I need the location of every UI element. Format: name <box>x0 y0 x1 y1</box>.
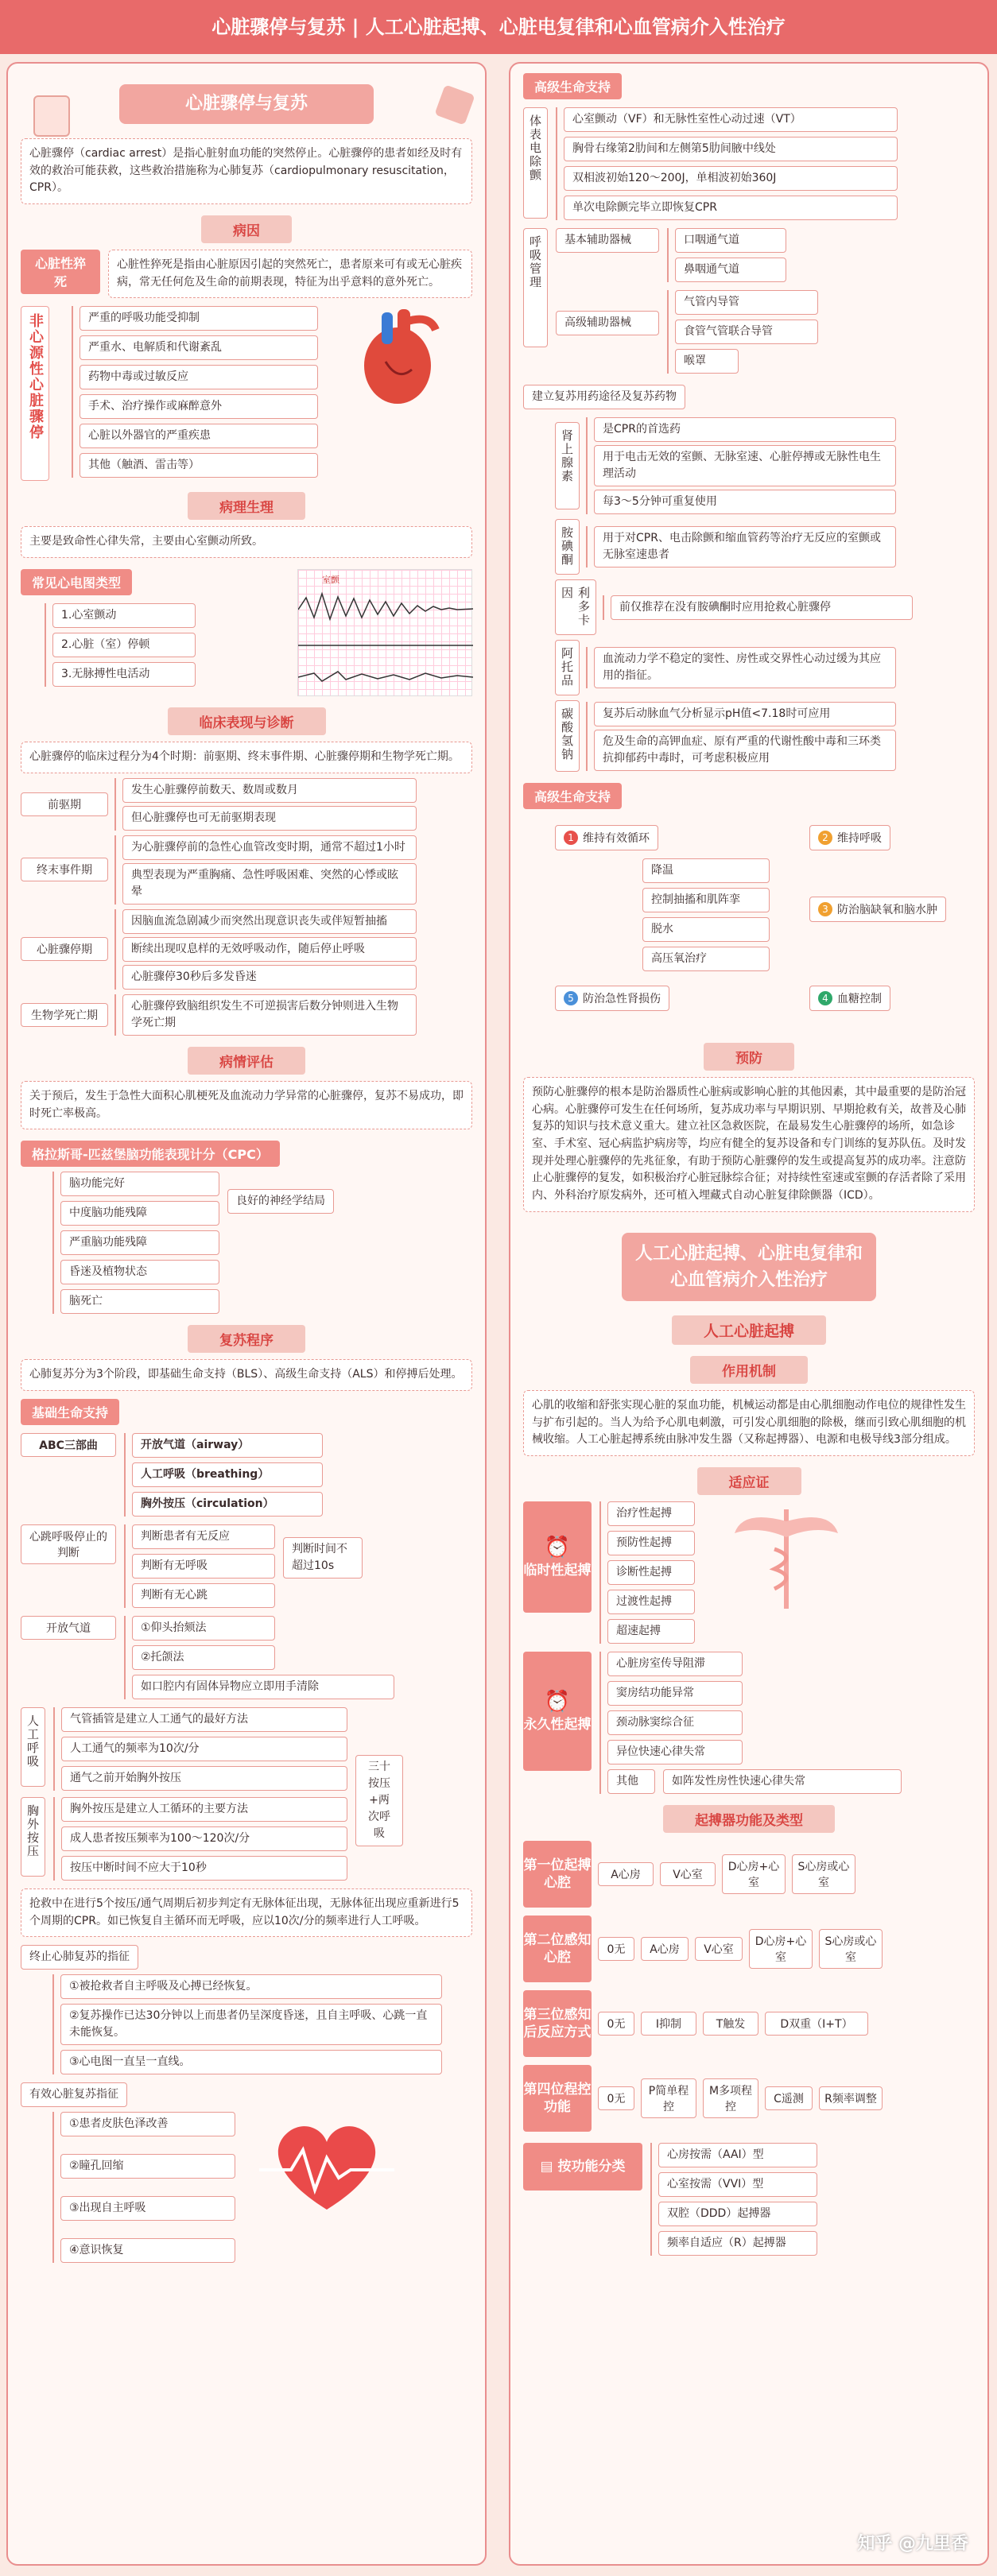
list-item: 气管插管是建立人工通气的最好方法 <box>61 1707 347 1732</box>
section-prevention: 预防 <box>523 1043 975 1071</box>
list-item: 人工通气的频率为10次/分 <box>61 1737 347 1761</box>
list-item: 预防性起搏 <box>607 1531 695 1555</box>
list-item: 为心脏骤停前的急性心血管改变时期，通常不超过1小时 <box>122 835 417 860</box>
list-item: 血流动力学不稳定的窦性、房性或交界性心动过缓为其应用的指征。 <box>594 647 896 688</box>
abc-label: ABC三部曲 <box>21 1433 116 1457</box>
cardiac-death-tag: 心脏性猝死 <box>21 250 100 294</box>
flow-node: 2 维持呼吸 <box>809 825 890 850</box>
section-mechanism: 作用机制 <box>523 1356 975 1384</box>
list-item: 但心脏骤停也可无前驱期表现 <box>122 806 417 831</box>
airway-mgmt-label: 呼吸管理 <box>523 228 548 347</box>
intro-text: 心脏骤停（cardiac arrest）是指心脏射血功能的突然停止。心脏骤停的患者如经及时有效的救治可能获救，这些救治措施称为心肺复苏（cardiopulmonary resuscitation，CPR）。 <box>21 138 472 204</box>
clock-icon: ⏰ <box>544 1535 571 1559</box>
als-tag: 高级生命支持 <box>523 73 622 99</box>
ecg-strip-label: 室颤 <box>322 575 339 586</box>
clock-icon: ⏰ <box>544 1689 571 1714</box>
section-banner: 心脏骤停与复苏 <box>119 84 374 124</box>
list-item: 胸外按压（circulation） <box>132 1492 323 1517</box>
list-item: 异位快速心律失常 <box>607 1740 743 1764</box>
pacing-subtitle: 人工心脏起搏 <box>523 1315 975 1345</box>
section-procedure: 复苏程序 <box>21 1325 472 1353</box>
code-cell: 0无 <box>598 2086 634 2110</box>
list-item: 判断有无呼吸 <box>132 1554 275 1579</box>
stack-icon: ▤ <box>540 2158 553 2175</box>
list-item: 高压氧治疗 <box>642 947 770 971</box>
permanent-pacing-label: ⏰ 永久性起搏 <box>523 1652 592 1771</box>
list-item: 口咽通气道 <box>675 228 786 253</box>
cardiac-death-text: 心脏性猝死是指由心脏原因引起的突然死亡，患者原来可有或无心脏疾病，常无任何危及生命的前期表现，特征为出乎意料的意外死亡。 <box>108 250 472 298</box>
list-item: 心脏骤停致脑组织发生不可逆损害后数分钟则进入生物学死亡期 <box>122 994 417 1036</box>
number-icon: 5 <box>564 991 578 1005</box>
airway-label: 开放气道 <box>21 1616 116 1640</box>
section-indication: 适应证 <box>523 1467 975 1495</box>
list-item: 治疗性起搏 <box>607 1501 695 1526</box>
list-item: 中度脑功能残障 <box>60 1201 219 1226</box>
code-label: 第三位感知后反应方式 <box>523 1990 592 2057</box>
noncardiac-list <box>72 306 318 478</box>
flow-node: 3 防治脑缺氧和脑水肿 <box>809 897 946 922</box>
list-item: 双相波初始120～200J，单相波初始360J <box>564 166 898 191</box>
list-item: 前仅推荐在没有胺碘酮时应用抢救心脏骤停 <box>611 595 913 620</box>
code-cell: D心房+心室 <box>722 1854 786 1894</box>
code-row <box>523 1916 975 1982</box>
list-item: 人工呼吸（breathing） <box>132 1462 323 1487</box>
prevention-text: 预防心脏骤停的根本是防治器质性心脏病或影响心脏的其他因素，其中最重要的是防治冠心病。心脏骤停可发生在任何场所，复苏成功率与早期识别、早期抢救有关，故普及心肺复苏的知识与技术意义重大。建立社区急救医院，在最易发生心脏骤停的场所，如急诊室、手术室、冠心病监护病房等，均应有健全的复苏设备和专门训练的复苏队伍。及时发现并处理心脏骤停的先兆征象，有助于预防心脏骤停的发生或提高复苏的成功率。注意防止心脏骤停的复发，如积极治疗心脏冠脉综合征；对持续性室速或室颤的存活者除了采用内、外科治疗原发病外，还可植入埋藏式自动心脏复律除颤器（ICD）。 <box>523 1077 975 1212</box>
flow-node: 1 维持有效循环 <box>555 825 658 850</box>
list-item: 喉罩 <box>675 349 739 374</box>
code-cell: 0无 <box>598 2012 634 2036</box>
code-row <box>523 1841 975 1908</box>
flow-node: 4 血糖控制 <box>809 986 890 1011</box>
list-item: 诊断性起搏 <box>607 1560 695 1585</box>
list-item: 2.心脏（室）停顿 <box>52 633 196 657</box>
section-pathophys: 病理生理 <box>21 492 472 520</box>
code-label: 第二位感知心腔 <box>523 1916 592 1982</box>
list-item: 脱水 <box>642 917 770 942</box>
code-cell: S心房或心室 <box>819 1929 883 1969</box>
ecg-types-tag: 常见心电图类型 <box>21 569 132 595</box>
stage-name: 生物学死亡期 <box>21 1003 108 1027</box>
code-cell: D双重（I+T） <box>765 2012 868 2036</box>
effective-label: 有效心脏复苏指征 <box>21 2082 127 2107</box>
drug-name: 胺碘酮 <box>555 519 580 575</box>
rescue-text: 抢救中在进行5个按压/通气周期后初步判定有无脉体征出现，无脉体征出现应重新进行5个周期的CPR。如已恢复自主循环而无呼吸，应以10次/分的频率进行人工呼吸。 <box>21 1888 472 1937</box>
list-item: 其他（触酒、雷击等） <box>80 453 318 478</box>
bookmark-icon <box>434 84 475 125</box>
code-cell: A心房 <box>641 1937 689 1961</box>
left-column <box>6 62 487 2566</box>
code-row <box>523 1990 975 2057</box>
code-cell: C遥测 <box>765 2086 813 2110</box>
drug-name: 利多卡因 <box>555 579 596 635</box>
noncardiac-label: 非心源性心脏骤停 <box>21 306 49 481</box>
list-item: 药物中毒或过敏反应 <box>80 365 318 389</box>
list-item: 其他 <box>607 1769 655 1794</box>
temporary-pacing-label: ⏰ 临时性起搏 <box>523 1501 592 1613</box>
stage-name: 前驱期 <box>21 792 108 816</box>
classification-label: ▤ 按功能分类 <box>523 2143 642 2191</box>
list-item: 脑死亡 <box>60 1289 219 1314</box>
ratio-note: 三十按压+两次呼吸 <box>355 1755 403 1846</box>
number-icon: 1 <box>564 831 578 845</box>
drug-name: 碳酸氢钠 <box>555 700 580 772</box>
pathophys-text: 主要是致命性心律失常，主要由心室颤动所致。 <box>21 526 472 558</box>
mechanism-text: 心肌的收缩和舒张实现心脏的泵血功能，机械运动都是由心肌细胞动作电位的规律性发生与扩布引起的。当人为给予心肌电刺激，可引发心肌细胞的除极，继而引致心肌细胞的机械收缩。人工心脏起搏系统由脉冲发生器（又称起搏器）、电源和电极导线3部分组成。 <box>523 1390 975 1456</box>
list-item: 降温 <box>642 858 770 883</box>
list-item: ②托颌法 <box>132 1645 275 1670</box>
code-cell: R频率调整 <box>819 2086 883 2110</box>
list-item: 胸外按压是建立人工循环的主要方法 <box>61 1797 347 1822</box>
stage-name: 心脏骤停期 <box>21 937 108 961</box>
pacing-banner: 人工心脏起搏、心脏电复律和心血管病介入性治疗 <box>622 1233 876 1301</box>
list-item: 按压中断时间不应大于10秒 <box>61 1856 347 1881</box>
list-item: ③心电图一直呈一直线。 <box>60 2050 442 2074</box>
code-label: 第一位起搏心腔 <box>523 1841 592 1908</box>
list-item: ③出现自主呼吸 <box>60 2196 235 2221</box>
assessment-text: 关于预后，发生于急性大面积心肌梗死及血流动力学异常的心脏骤停，复苏不易成功，即时死亡率极高。 <box>21 1081 472 1129</box>
stage-row <box>21 835 472 905</box>
list-item: 因脑血流急剧减少而突然出现意识丧失或伴短暂抽搐 <box>122 909 417 934</box>
list-item: 断续出现叹息样的无效呼吸动作，随后停止呼吸 <box>122 937 417 962</box>
code-cell: M多项程控 <box>703 2078 758 2118</box>
code-cell: S心房或心室 <box>792 1854 855 1894</box>
list-item: 复苏后动脉血气分析显示pH值<7.18时可应用 <box>594 702 896 726</box>
list-item: 心房按需（AAI）型 <box>658 2143 817 2167</box>
section-clinical: 临床表现与诊断 <box>21 707 472 735</box>
other-note: 如阵发性房性快速心律失常 <box>663 1769 902 1794</box>
code-cell: A心房 <box>598 1862 654 1886</box>
list-item: ①患者皮肤色泽改善 <box>60 2112 235 2136</box>
list-item: 判断有无心跳 <box>132 1583 275 1608</box>
section-assessment: 病情评估 <box>21 1047 472 1075</box>
flow-node: 5 防治急性肾损伤 <box>555 986 669 1011</box>
stage-row <box>21 994 472 1036</box>
list-item: 严重的呼吸功能受抑制 <box>80 306 318 331</box>
list-item: 3.无脉搏性电活动 <box>52 662 196 687</box>
post-care-flow <box>523 817 975 1032</box>
defib-label: 体表电除颤 <box>523 107 548 219</box>
cpc-tag: 格拉斯哥-匹兹堡脑功能表现计分（CPC） <box>21 1141 280 1167</box>
number-icon: 4 <box>818 991 832 1005</box>
basic-device-label: 基本辅助器械 <box>556 228 659 253</box>
code-cell: V心室 <box>660 1862 716 1886</box>
code-cell: D心房+心室 <box>749 1929 813 1969</box>
list-item: 发生心脏骤停前数天、数周或数月 <box>122 778 417 803</box>
document-icon <box>33 95 70 137</box>
judge-note: 判断时间不超过10s <box>283 1537 363 1579</box>
procedure-text: 心肺复苏分为3个阶段，即基础生命支持（BLS）、高级生命支持（ALS）和停搏后处理。 <box>21 1359 472 1391</box>
list-item: 如口腔内有固体异物应立即用手清除 <box>132 1675 394 1699</box>
list-item: ④意识恢复 <box>60 2238 235 2263</box>
list-item: 心室颤动（VF）和无脉性室性心动过速（VT） <box>564 107 898 132</box>
list-item: 单次电除颤完毕立即恢复CPR <box>564 196 898 220</box>
list-item: 典型表现为严重胸痛、急性呼吸困难、突然的心悸或眩晕 <box>122 863 417 905</box>
list-item: 心脏骤停30秒后多发昏迷 <box>122 965 417 990</box>
drug-name: 阿托品 <box>555 640 580 695</box>
number-icon: 3 <box>818 902 832 916</box>
list-item: 严重脑功能残障 <box>60 1230 219 1255</box>
list-item: 心脏房室传导阻滞 <box>607 1652 743 1676</box>
list-item: 成人患者按压频率为100～120次/分 <box>61 1826 347 1851</box>
resp-label: 人工呼吸 <box>21 1707 45 1787</box>
list-item: 开放气道（airway） <box>132 1433 323 1458</box>
drug-route-label: 建立复苏用药途径及复苏药物 <box>523 385 685 409</box>
list-item: 颈动脉窦综合征 <box>607 1710 743 1735</box>
list-item: 双腔（DDD）起搏器 <box>658 2202 817 2226</box>
section-etiology: 病因 <box>21 215 472 243</box>
heartbeat-icon <box>259 2114 394 2221</box>
page-title: 心脏骤停与复苏 | 人工心脏起搏、心脏电复律和心血管病介入性治疗 <box>0 0 997 54</box>
list-item: 是CPR的首选药 <box>594 417 896 442</box>
right-column <box>509 62 989 2566</box>
list-item: 频率自适应（R）起搏器 <box>658 2231 817 2256</box>
list-item: 胸骨右缘第2肋间和左侧第5肋间腋中线处 <box>564 137 898 161</box>
list-item: 脑功能完好 <box>60 1172 219 1196</box>
stage-row <box>21 909 472 990</box>
stage-row <box>21 778 472 831</box>
list-item: 过渡性起搏 <box>607 1590 695 1614</box>
code-cell: 0无 <box>598 1937 634 1961</box>
comp-label: 胸外按压 <box>21 1797 45 1877</box>
stage-name: 终末事件期 <box>21 858 108 881</box>
list-item: 心室按需（VVI）型 <box>658 2172 817 2197</box>
ecg-strip-image <box>297 569 472 696</box>
list-item: 食管气管联合导管 <box>675 320 818 344</box>
code-cell: T触发 <box>703 2012 758 2036</box>
post-care-tag: 高级生命支持 <box>523 783 622 809</box>
code-label: 第四位程控功能 <box>523 2065 592 2132</box>
advanced-device-label: 高级辅助器械 <box>556 311 659 335</box>
list-item: 每3～5分钟可重复使用 <box>594 490 896 514</box>
list-item: 用于电击无效的室颤、无脉室速、心脏停搏或无脉性电生理活动 <box>594 445 896 486</box>
list-item: 鼻咽通气道 <box>675 258 786 282</box>
watermark: 知乎 @九里香 <box>857 2534 968 2554</box>
heart-icon <box>350 306 445 401</box>
list-item: 控制抽搐和肌阵挛 <box>642 888 770 912</box>
list-item: 判断患者有无反应 <box>132 1524 275 1549</box>
list-item: 心脏以外器官的严重疾患 <box>80 424 318 448</box>
list-item: 气管内导管 <box>675 290 818 315</box>
clinical-intro: 心脏骤停的临床过程分为4个时期：前驱期、终末事件期、心脏骤停期和生物学死亡期。 <box>21 742 472 773</box>
caduceus-icon <box>727 1501 846 1616</box>
list-item: 用于对CPR、电击除颤和缩血管药等治疗无反应的室颤或无脉室速患者 <box>594 526 896 567</box>
code-row <box>523 2065 975 2132</box>
drug-name: 肾上腺素 <box>555 422 580 509</box>
list-item: ①被抢救者自主呼吸及心搏已经恢复。 <box>60 1974 442 1999</box>
section-codes: 起搏器功能及类型 <box>523 1805 975 1833</box>
bls-tag: 基础生命支持 <box>21 1399 119 1425</box>
list-item: ②复苏操作已达30分钟以上而患者仍呈深度昏迷，且自主呼吸、心跳一直未能恢复。 <box>60 2004 442 2045</box>
code-cell: I抑制 <box>641 2012 696 2036</box>
list-item: 严重水、电解质和代谢紊乱 <box>80 335 318 360</box>
list-item: 通气之前开始胸外按压 <box>61 1766 347 1791</box>
judge-label: 心跳呼吸停止的判断 <box>21 1524 116 1564</box>
cpc-note: 良好的神经学结局 <box>227 1189 334 1214</box>
list-item: 1.心室颤动 <box>52 603 196 628</box>
code-cell: V心室 <box>695 1937 743 1961</box>
list-item: 昏迷及植物状态 <box>60 1260 219 1284</box>
list-item: 危及生命的高钾血症、原有严重的代谢性酸中毒和三环类抗抑郁药中毒时，可考虑积极应用 <box>594 730 896 771</box>
stop-label: 终止心肺复苏的指征 <box>21 1945 138 1970</box>
code-cell: P简单程控 <box>641 2078 696 2118</box>
number-icon: 2 <box>818 831 832 845</box>
list-item: 窦房结功能异常 <box>607 1681 743 1706</box>
list-item: 手术、治疗操作或麻醉意外 <box>80 394 318 419</box>
list-item: ②瞳孔回缩 <box>60 2154 235 2179</box>
list-item: 超速起搏 <box>607 1619 695 1644</box>
list-item: ①仰头抬颏法 <box>132 1616 275 1641</box>
